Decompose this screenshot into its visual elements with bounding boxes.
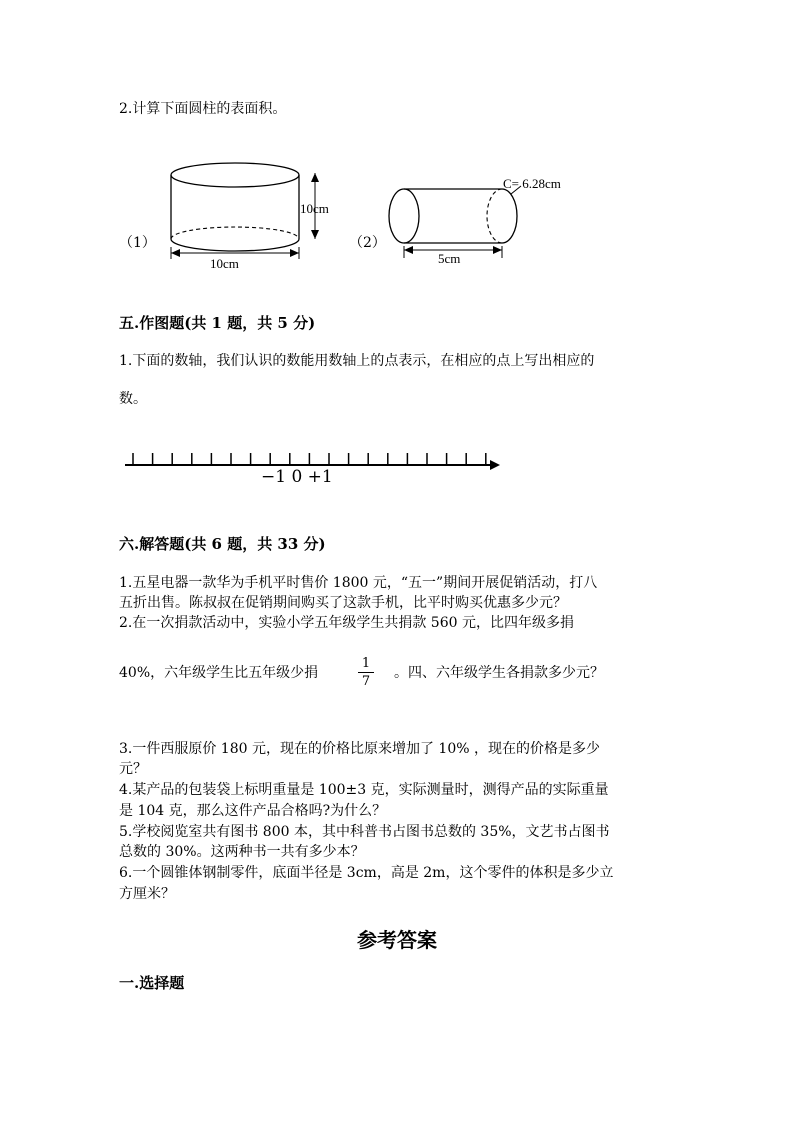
diameter-arrow-right — [290, 249, 299, 257]
section-6-q2-line2-after: 。四、六年级学生各捐款多少元？ — [394, 665, 604, 681]
section-6-q5-line1: 5.学校阅览室共有图书 800 本，其中科普书占图书总数的 35%，文艺书占图书 — [119, 824, 610, 840]
section-5-heading: 五.作图题(共 1 题，共 5 分) — [119, 314, 316, 332]
section-5-q1-line1: 1.下面的数轴，我们认识的数能用数轴上的点表示，在相应的点上写出相应的 — [119, 353, 595, 369]
question-2-title: 2.计算下面圆柱的表面积。 — [119, 101, 287, 117]
diameter-arrow-left — [171, 249, 180, 257]
section-6-q4-line1: 4.某产品的包装袋上标明重量是 100±3 克，实际测量时，测得产品的实际重量 — [119, 782, 609, 798]
height-arrow-up — [311, 173, 319, 182]
answers-title: 参考答案 — [357, 928, 437, 952]
figure-1-diameter-label: 10cm — [210, 256, 239, 271]
figure-1-label: （1） — [119, 235, 156, 251]
section-6-q5-line2: 总数的 30%。这两种书一共有多少本？ — [119, 844, 365, 860]
section-6-q6-line1: 6.一个圆锥体钢制零件，底面半径是 3cm，高是 2m，这个零件的体积是多少立 — [119, 865, 614, 881]
cylinder-bottom-hidden — [171, 227, 299, 239]
fraction-one-seventh — [358, 656, 374, 689]
fraction-denominator: 7 — [361, 674, 371, 689]
number-line-ticks — [133, 453, 486, 465]
section-6-q4-line2: 是 104 克，那么这件产品合格吗?为什么？ — [119, 803, 387, 819]
height-arrow-down — [311, 230, 319, 239]
section-5-q1-line2: 数。 — [119, 391, 147, 407]
section-6-q2-line1: 2.在一次捐款活动中，实验小学五年级学生共捐款 560 元，比四年级多捐 — [119, 615, 574, 631]
fraction-numerator: 1 — [361, 656, 371, 671]
cylinder-right-front — [502, 189, 517, 243]
number-line-labels: −1 0 +1 — [261, 467, 333, 487]
figure-2-circumference-label: C= 6.28cm — [503, 176, 561, 191]
cylinder-figure-1 — [160, 155, 370, 275]
answers-section-1: 一.选择题 — [119, 974, 185, 992]
cylinder-top-ellipse — [171, 163, 299, 187]
section-6-q1-line1: 1.五星电器一款华为手机平时售价 1800 元，“五一”期间开展促销活动，打八 — [119, 575, 598, 591]
section-6-q3-line1: 3.一件西服原价 180 元，现在的价格比原来增加了 10% ，现在的价格是多少 — [119, 741, 600, 757]
section-6-q6-line2: 方厘米？ — [119, 886, 175, 902]
length-arrow-left — [404, 246, 413, 254]
section-6-q2-line2-before: 40%，六年级学生比五年级少捐 — [119, 665, 319, 681]
cylinder-left-ellipse — [389, 189, 419, 243]
section-6-heading: 六.解答题(共 6 题，共 33 分) — [119, 535, 326, 553]
length-arrow-right — [493, 246, 502, 254]
figure-2-length-label: 5cm — [438, 251, 461, 266]
cylinder-bottom-front — [171, 239, 299, 251]
number-line-arrow — [490, 460, 500, 470]
fraction-bar — [358, 672, 374, 673]
figure-2-label: （2） — [349, 235, 386, 251]
section-6-q3-line2: 元？ — [119, 761, 147, 777]
cylinder-right-hidden — [487, 189, 502, 243]
section-6-q1-line2: 五折出售。陈叔叔在促销期间购买了这款手机，比平时购买优惠多少元？ — [119, 595, 567, 611]
figure-1-height-label: 10cm — [300, 201, 329, 216]
